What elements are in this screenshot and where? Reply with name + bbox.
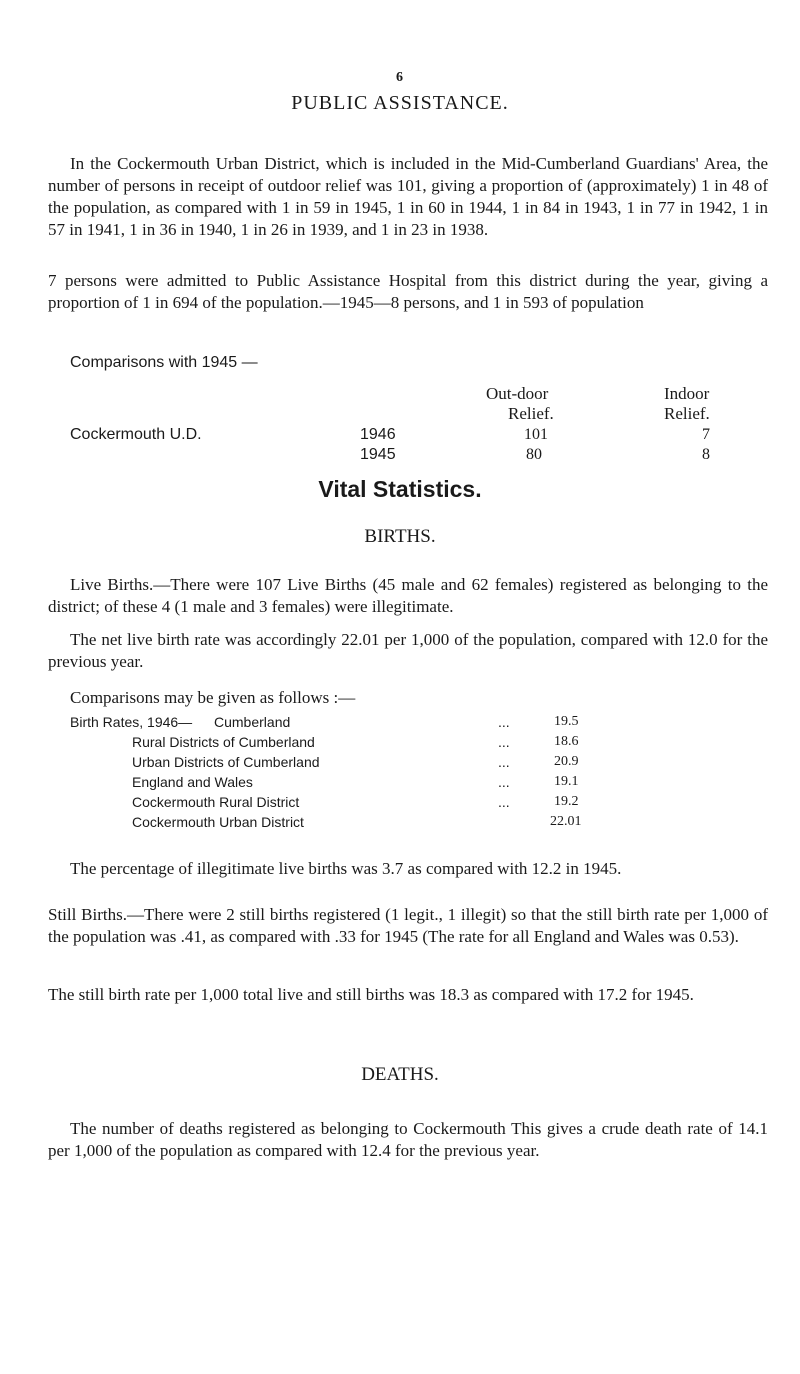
comparisons-label: Comparisons with 1945 — — [70, 354, 258, 371]
table-row-label: Cockermouth U.D. — [70, 426, 202, 443]
indoor-header: Indoor — [664, 384, 710, 403]
birth-rate-area: Cockermouth Rural District — [132, 794, 300, 810]
table-row-year: 1946 — [360, 426, 396, 443]
birth-rate-area: England and Wales — [132, 774, 253, 790]
birth-rate-area: Rural Districts of Cumberland — [132, 734, 315, 750]
birth-rates-label: Birth Rates, 1946— — [70, 714, 193, 730]
birth-rate-value: 18.6 — [554, 734, 579, 749]
birth-rate-area: Cumberland — [214, 714, 291, 730]
deaths-paragraph: The number of deaths registered as belonging to Cockermouth This gives a crude death rate of 14.1 per 1,000 of the population as compared with 12.4 for the previous year. — [48, 1119, 768, 1160]
table-row-outdoor: 101 — [524, 426, 548, 443]
vital-statistics-heading: Vital Statistics. — [318, 476, 482, 502]
birth-rate-value: 19.5 — [554, 714, 579, 729]
outdoor-header-sub: Relief. — [508, 404, 554, 423]
birth-comparisons-label: Comparisons may be given as follows :— — [70, 688, 356, 707]
birth-rate-area: Cockermouth Urban District — [132, 814, 304, 830]
table-row-outdoor: 80 — [526, 446, 542, 463]
birth-rate-dots: ... — [498, 754, 510, 770]
birth-rate-dots: ... — [498, 734, 510, 750]
public-assistance-paragraph-2: 7 persons were admitted to Public Assistance Hospital from this district during the year, giving a proportion of 1 in 694 of the population.—1945—8 persons, and 1 in 593 of population — [48, 271, 768, 312]
birth-rate-value: 20.9 — [554, 754, 579, 769]
birth-rate-dots: ... — [498, 794, 510, 810]
birth-rate-area: Urban Districts of Cumberland — [132, 754, 320, 770]
birth-rate-dots: ... — [498, 714, 510, 730]
still-birth-rate-paragraph: The still birth rate per 1,000 total live and still births was 18.3 as compared with 17.2 for 1945. — [48, 985, 694, 1004]
births-heading: BIRTHS. — [364, 526, 436, 547]
page-number: 6 — [396, 70, 403, 85]
birth-rate-value: 22.01 — [550, 814, 582, 829]
birth-rate-value: 19.1 — [554, 774, 579, 789]
birth-rate-value: 19.2 — [554, 794, 579, 809]
indoor-header-sub: Relief. — [664, 404, 710, 423]
births-paragraph-1: Live Births.—There were 107 Live Births (45 male and 62 females) registered as belonging to the district; of these 4 (1 male and 3 females) were illegitimate. — [48, 575, 768, 616]
table-row-indoor: 7 — [702, 426, 710, 443]
births-paragraph-2: The net live birth rate was accordingly 22.01 per 1,000 of the population, compared with 12.0 for the previous year. — [48, 630, 768, 671]
outdoor-header: Out-door — [486, 384, 549, 403]
public-assistance-paragraph-1: In the Cockermouth Urban District, which is included in the Mid-Cumberland Guardians' Area, the number of persons in receipt of outdoor relief was 101, giving a proportion of (approximately) 1 in 48 of the population, as compared with 1 in 59 in 1945, 1 in 60 in 1944, 1 in 84 in 1943, 1 in 77 in 1942, 1 in 57 in 1941, 1 in 36 in 1940, 1 in 26 in 1939, and 1 in 23 in 1938. — [48, 154, 768, 239]
illegitimate-percentage-paragraph: The percentage of illegitimate live births was 3.7 as compared with 12.2 in 1945. — [70, 859, 622, 878]
table-row-year: 1945 — [360, 446, 396, 463]
birth-rate-dots: ... — [498, 774, 510, 790]
still-births-paragraph: Still Births.—There were 2 still births registered (1 legit., 1 illegit) so that the still birth rate per 1,000 of the population was .41, as compared with .33 for 1945 (The rate for all England and Wales was 0.53). — [48, 905, 768, 946]
deaths-heading: DEATHS. — [361, 1064, 439, 1085]
table-row-indoor: 8 — [702, 446, 710, 463]
page-title: PUBLIC ASSISTANCE. — [291, 92, 509, 114]
